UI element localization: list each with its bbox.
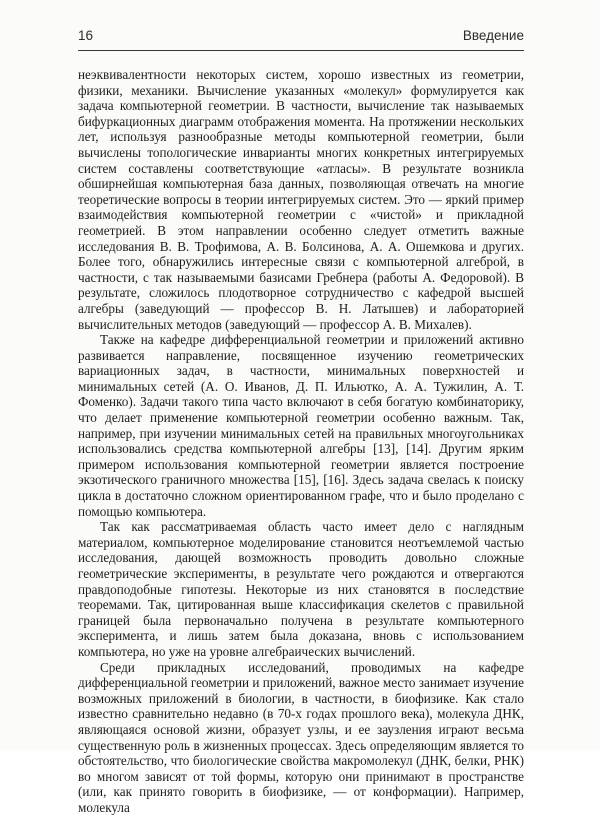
page-header <box>78 22 524 51</box>
paragraph-2: Также на кафедре дифференциальной геометрии и приложений активно развивается направление, посвященное изучению геометрических вариационных задач, в частности, минимальных поверхностей и минимальных сетей (А. О. Иванов, Д. П. Ильютко, А. А. Тужилин, А. Т. Фоменко). Задачи такого типа часто включают в себя богатую комбинаторику, что делает применение компьютерной геометрии особенно важным. Так, например, при изучении минимальных сетей на правильных многоугольниках использовались средства компьютерной алгебры [13], [14]. Другим ярким примером использования компьютерной геометрии является построение экзотического граничного множества [15], [16]. Здесь задача свелась к поиску цикла в достаточно сложном ориентированном графе, что и было проделано с помощью компьютера. <box>78 332 524 519</box>
paragraph-1: неэквивалентности некоторых систем, хорошо известных из геометрии, физики, механики. Вычисление указанных «молекул» формулируется как задача компьютерной геометрии. В частности, вычисление так называемых бифуркационных диаграмм отображения момента. На протяжении нескольких лет, используя разнообразные методы компьютерной геометрии, были вычислены топологические инварианты многих конкретных интегрируемых систем составлены соответствующие «атласы». В результате возникла обширнейшая компьютерная база данных, позволяющая отвечать на многие теоретические вопросы в теории интегрируемых систем. Это — яркий пример взаимодействия компьютерной геометрии с «чистой» и прикладной геометрией. В этом направлении особенно следует отметить важные исследования В. В. Трофимова, А. В. Болсинова, А. А. Ошемкова и других. Более того, обнаружились интересные связи с компьютерной алгеброй, в частности, с так называемыми базисами Гребнера (работы А. Федоровой). В результате, сложилось плодотворное сотрудничество с кафедрой высшей алгебры (заведующий — профессор В. Н. Латышев) и лабораторией вычислительных методов (заведующий — профессор А. В. Михалев). <box>78 67 524 332</box>
running-title: Введение <box>462 28 524 43</box>
page-number: 16 <box>78 28 94 43</box>
paragraph-4: Среди прикладных исследований, проводимых на кафедре дифференциальной геометрии и приложений, важное место занимает изучение возможных приложений в биологии, в частности, в биофизике. Как стало известно сравнительно недавно (в 70-х годах прошлого века), молекула ДНК, являющаяся основой жизни, образует узлы, и ее заузления играют весьма существенную роль в жизненных процессах. Здесь определяющим является то обстоятельство, что биологические свойства макромолекул (ДНК, белки, РНК) во многом зависят от той формы, которую они принимают в пространстве (или, как принято говорить в биофизике, — от конформации). Например, молекула <box>78 659 524 815</box>
paragraph-3: Так как рассматриваемая область часто имеет дело с наглядным материалом, компьютерное моделирование становится неотъемлемой частью исследования, дающей возможность проводить довольно сложные геометрические эксперименты, в результате чего рождаются и отвергаются правдоподобные гипотезы. Некоторые из них становятся в последствие теоремами. Так, цитированная выше классификация скелетов с правильной границей была первоначально получена в результате компьютерного эксперимента, и лишь затем была доказана, вновь с использованием компьютера, но уже на уровне алгебраических вычислений. <box>78 519 524 659</box>
page-body <box>78 67 524 816</box>
